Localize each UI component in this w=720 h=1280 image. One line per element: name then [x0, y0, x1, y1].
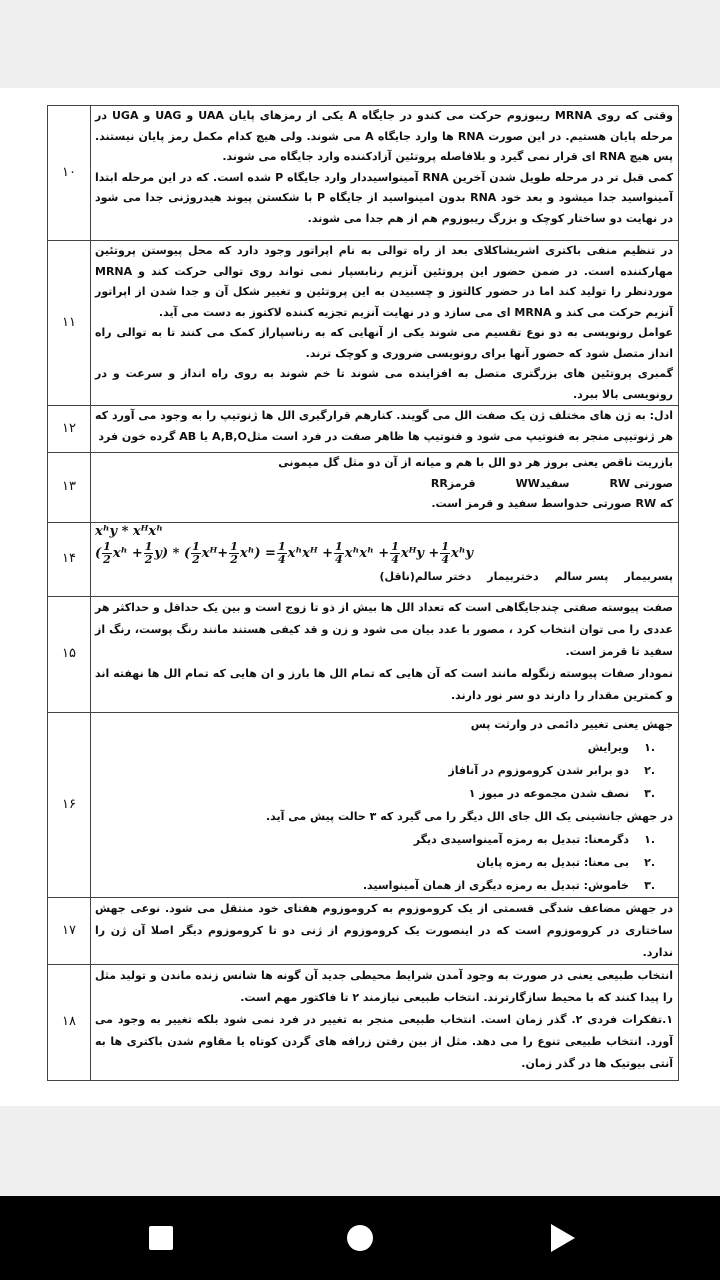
paragraph: کمی قبل تر در مرحله طویل شدن آخرین RNA آمینواسیددار وارد جایگاه P شده است. که در این مرحله ابتدا آمینواسید جدا میشود و بعد خود RNA بدون امینواسید از جایگاه P با شکستن پیوند هیدروژنی جدا می شود در نهایت دو ساختار کوچک و بزرگ ریبوزوم هم از هم جدا می شوند. — [95, 170, 674, 225]
offspring-label: پسر سالم — [554, 570, 609, 583]
paragraph: ادل: به ژن های مختلف ژن یک صفت الل می گویند. کنارهم قرارگیری الل ها ژنوتیپ را به وجود می آورد که هر ژنوتیپی منجر به فنوتیپ می شود و فنوتیپ ها ظاهر صفت در فرد است مثلA,B,O یا AB گرده خون فرد — [95, 409, 673, 443]
row-content — [91, 241, 679, 406]
list-item: .۱ ویرایش — [587, 741, 655, 754]
genotype-red: قرمزRR — [430, 476, 476, 490]
paragraph: صفت پیوسته صفتی چندجایگاهی است که تعداد الل ها بیش از ذو تا زوج است و بین یک حداقل و حداکثر هر عددی را می توان انتخاب کرد ، مصور با عدد بیان می شود و زن و قد کیفی هستند مانند رنگ پوست، رنگ از سفید تا قرمز است. — [95, 601, 673, 658]
paragraph: جهش یعنی تغییر دائمی در وارثت پس — [470, 718, 673, 731]
page-gap — [0, 1106, 720, 1196]
list-item: .۲ بی معنا: تبدیل به رمزه پایان — [476, 856, 655, 869]
genetic-cross — [95, 523, 673, 566]
row-number: ۱۱ — [48, 241, 91, 406]
table-row — [48, 106, 679, 241]
row-number: ۱۳ — [48, 453, 91, 523]
cross-parents: xʰy * xᴴxʰ — [95, 524, 163, 539]
table-row — [48, 523, 679, 597]
list-item: .۳ نصف شدن مجموعه در میوز ۱ — [468, 787, 655, 800]
row-content — [91, 406, 679, 453]
mutation-list — [95, 736, 673, 805]
row-content — [91, 523, 679, 597]
table-row — [48, 713, 679, 898]
list-item: .۳ خاموش: تبدیل به رمزه دیگری از همان آمینواسید. — [362, 879, 655, 892]
row-number: ۱۴ — [48, 523, 91, 597]
document-page — [0, 88, 720, 1106]
row-content — [91, 898, 679, 965]
row-number: ۱۶ — [48, 713, 91, 898]
offspring-label: پسربیمار — [624, 570, 673, 583]
top-margin — [0, 0, 720, 88]
row-content — [91, 106, 679, 241]
list-item: .۲ دو برابر شدن کروموزوم در آنافاز — [448, 764, 655, 777]
genotype-white: سفیدWW — [515, 476, 570, 490]
cross-equation: ( $\frac{1}{2}$ xʰ + $\frac{1}{2}$ y) * ( $\frac{1}{2}$ xᴴ+ $\frac{1}{2}$ xʰ) = $\frac{1}{4}$ xʰxᴴ + $\frac{1}{4}$ xʰxʰ + $\frac{1}{4}$ xᴴy + $\frac{1}{4}$ xʰy — [95, 540, 474, 566]
list-item: .۱ دگرمعنا: تبدیل به رمزه آمینواسیدی دیگر — [413, 833, 655, 846]
row-number: ۱۷ — [48, 898, 91, 965]
paragraph: در جهش جانشینی یک الل جای الل دیگر را می گیرد که ۳ حالت پیش می آید. — [265, 810, 673, 823]
substitution-list — [95, 828, 673, 897]
row-number: ۱۰ — [48, 106, 91, 241]
back-icon — [141, 1218, 181, 1258]
paragraph: در جهش مضاعف شدگی قسمتی از یک کروموزوم به کروموزوم هفتای خود منتقل می شود. نوعی جهش ساختاری در کروموزوم است که در اینصورت یک کروموزوم از ژنی دو تا کروموزوم دیگر اصلا آن ژن را ندارد. — [95, 902, 673, 959]
table-row — [48, 597, 679, 713]
row-content — [91, 713, 679, 898]
answer-table — [47, 105, 679, 1081]
genotype-list — [95, 474, 673, 495]
paragraph: عوامل رونویسی به دو نوع تقسیم می شوند یکی از آنهایی که به رناسپاراز کمک می کنند تا به توالی راه انداز متصل شود که حضور آنها برای رونویسی ضروری و کوچک ترند. — [95, 326, 673, 360]
row-number: ۱۸ — [48, 965, 91, 1081]
paragraph: که RW صورتی حدواسط سفید و قرمز است. — [431, 497, 673, 510]
table-row — [48, 898, 679, 965]
table-row — [48, 241, 679, 406]
paragraph: ۱.تفکرات فردی ۲. گذر زمان است. انتخاب طبیعی منجر به تغییر در فرد نمی شود بلکه تغییر به وجود می آورد. انتخاب طبیعی تنوع را می دهد. مثل از بین رفتن زرافه های گردن کوتاه یا مقاوم شدن باکتری ها به آنتی بیوتیک ها در گذر زمان. — [95, 1013, 673, 1070]
recent-apps-button[interactable] — [541, 1218, 581, 1258]
system-navigation-bar — [0, 1196, 720, 1280]
table-row — [48, 453, 679, 523]
offspring-labels — [95, 568, 673, 586]
paragraph: گمبری پروتئین های بزرگتری متصل به افزاینده می شوند تا خم شوند به روی راه انداز و سرعت و در رونویسی بالا ببرد. — [95, 367, 673, 401]
paragraph: وقتی که روی MRNA ریبوزوم حرکت می کندو در جایگاه A یکی از رمزهای پایان UAA و UAG و UGA در مرحله پایان هستیم. در این صورت RNA ها وارد جایگاه A می شوند. ولی هیچ کدام مکمل رمز پایان نیستند. پس هیچ RNA ای قرار نمی گیرد و بلافاصله پروتئین آزادکننده وارد جایگاه می شوند. — [95, 109, 674, 163]
table-row — [48, 965, 679, 1081]
paragraph: در تنظیم منفی باکتری اشریشاکلای بعد از راه توالی به نام اپراتور وجود دارد که محل پیوستن پروتئین مهارکننده است. در ضمن حضور این پروتئین آنزیم رنابسپار نمی تواند روی توالی حرکت کند و MRNA موردنظر را تولید کند اما در حضور کالتوز و چسبیدن به این پروتئین و تغییر شکل آن و جدا شدن از اپراتور آنزیم حرکت می کند و MRNA ای می سازد و در نهایت آنزیم تجزیه کننده لاکتوز به دست می آید. — [95, 244, 673, 319]
genotype-pink: صورتی RW — [609, 476, 673, 490]
paragraph: انتخاب طبیعی یعنی در صورت به وجود آمدن شرایط محیطی جدید آن گونه ها شانس زنده ماندن و تولید مثل را پیدا کنند که با محیط سازگارترند. انتخاب طبیعی نیازمند ۲ تا فاکتور مهم است. — [95, 969, 673, 1004]
table-row — [48, 406, 679, 453]
home-icon — [340, 1218, 380, 1258]
paragraph: نمودار صفات پیوسته زنگوله مانند است که آن هایی که تمام الل ها بارز و ان هایی که تمام الل ها نهفته اند و کمترین مقدار را دارند دو سر نور دارند. — [95, 667, 673, 702]
back-button[interactable] — [141, 1218, 181, 1258]
home-button[interactable] — [340, 1218, 380, 1258]
row-content — [91, 597, 679, 713]
row-content — [91, 453, 679, 523]
offspring-label: دختر سالم(ناقل) — [379, 570, 472, 583]
offspring-label: دختربیمار — [487, 570, 539, 583]
row-number: ۱۲ — [48, 406, 91, 453]
paragraph: بازریت ناقص یعنی بروز هر دو الل با هم و میانه از آن دو مثل گل میمونی — [278, 456, 673, 469]
recent-apps-icon — [541, 1218, 581, 1258]
row-content — [91, 965, 679, 1081]
row-number: ۱۵ — [48, 597, 91, 713]
